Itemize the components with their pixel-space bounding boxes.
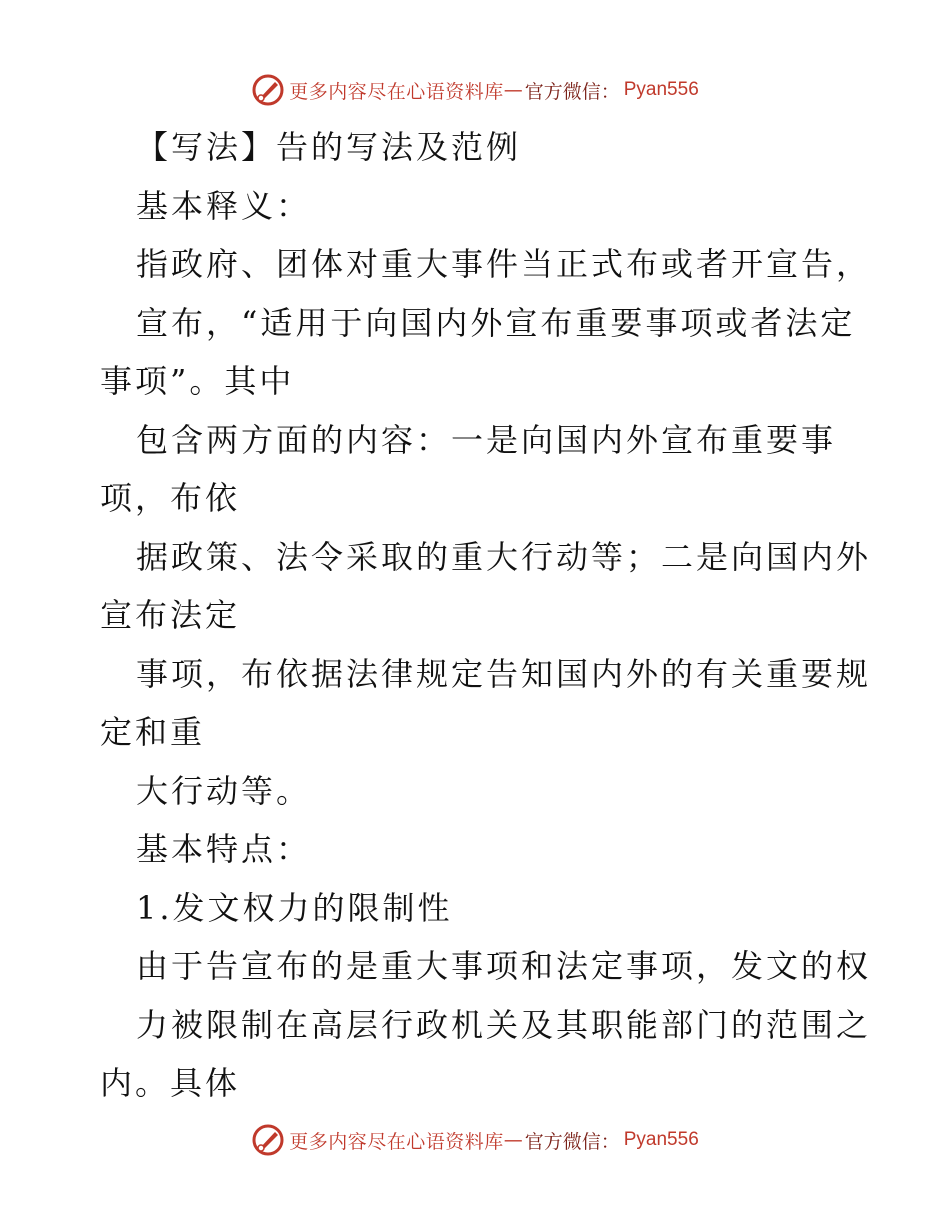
- header-banner: [0, 70, 950, 110]
- paragraph-line: 基本特点：: [136, 830, 312, 868]
- section-heading: 【写法】告的写法及范例: [136, 128, 522, 166]
- paragraph-line: 项，布依: [100, 479, 241, 517]
- footer-dash: —: [503, 1129, 523, 1151]
- header-brand-text: 更多内容尽在心语资料库: [289, 80, 504, 103]
- paragraph-line: 宣布，“适用于向国内外宣布重要事项或者法定: [136, 303, 856, 342]
- paragraph-line: 大行动等。: [136, 771, 312, 810]
- paragraph-line: 定和重: [100, 713, 206, 751]
- footer-wechat-id: Pyan556: [623, 1129, 699, 1150]
- pen-logo-icon: [251, 73, 285, 107]
- header-dash: —: [503, 79, 523, 101]
- footer-wechat-label: 官方微信：: [524, 1130, 620, 1153]
- pen-logo-icon: [251, 1123, 285, 1157]
- document-body: [100, 118, 872, 1113]
- paragraph-line: 事项”。其中: [100, 362, 295, 400]
- paragraph-line: 宣布法定: [100, 596, 241, 634]
- footer-brand-text: 更多内容尽在心语资料库: [289, 1130, 504, 1153]
- paragraph-line: 事项，布依据法律规定告知国内外的有关重要规: [136, 654, 872, 693]
- paragraph-line: 内。具体: [100, 1064, 241, 1102]
- header-wechat-label: 官方微信：: [524, 80, 620, 103]
- list-item-heading: 1.发文权力的限制性: [136, 888, 453, 927]
- paragraph-line: 包含两方面的内容：一是向国内外宣布重要事: [136, 420, 837, 459]
- paragraph-line: 指政府、团体对重大事件当正式布或者开宣告，: [136, 245, 872, 283]
- paragraph-line: 据政策、法令采取的重大行动等；二是向国内外: [136, 537, 872, 576]
- header-wechat-id: Pyan556: [623, 79, 699, 100]
- paragraph-line: 力被限制在高层行政机关及其职能部门的范围之: [136, 1005, 872, 1044]
- paragraph-line: 基本释义：: [136, 186, 312, 225]
- footer-banner: [0, 1120, 950, 1160]
- paragraph-line: 由于告宣布的是重大事项和法定事项，发文的权: [136, 947, 872, 985]
